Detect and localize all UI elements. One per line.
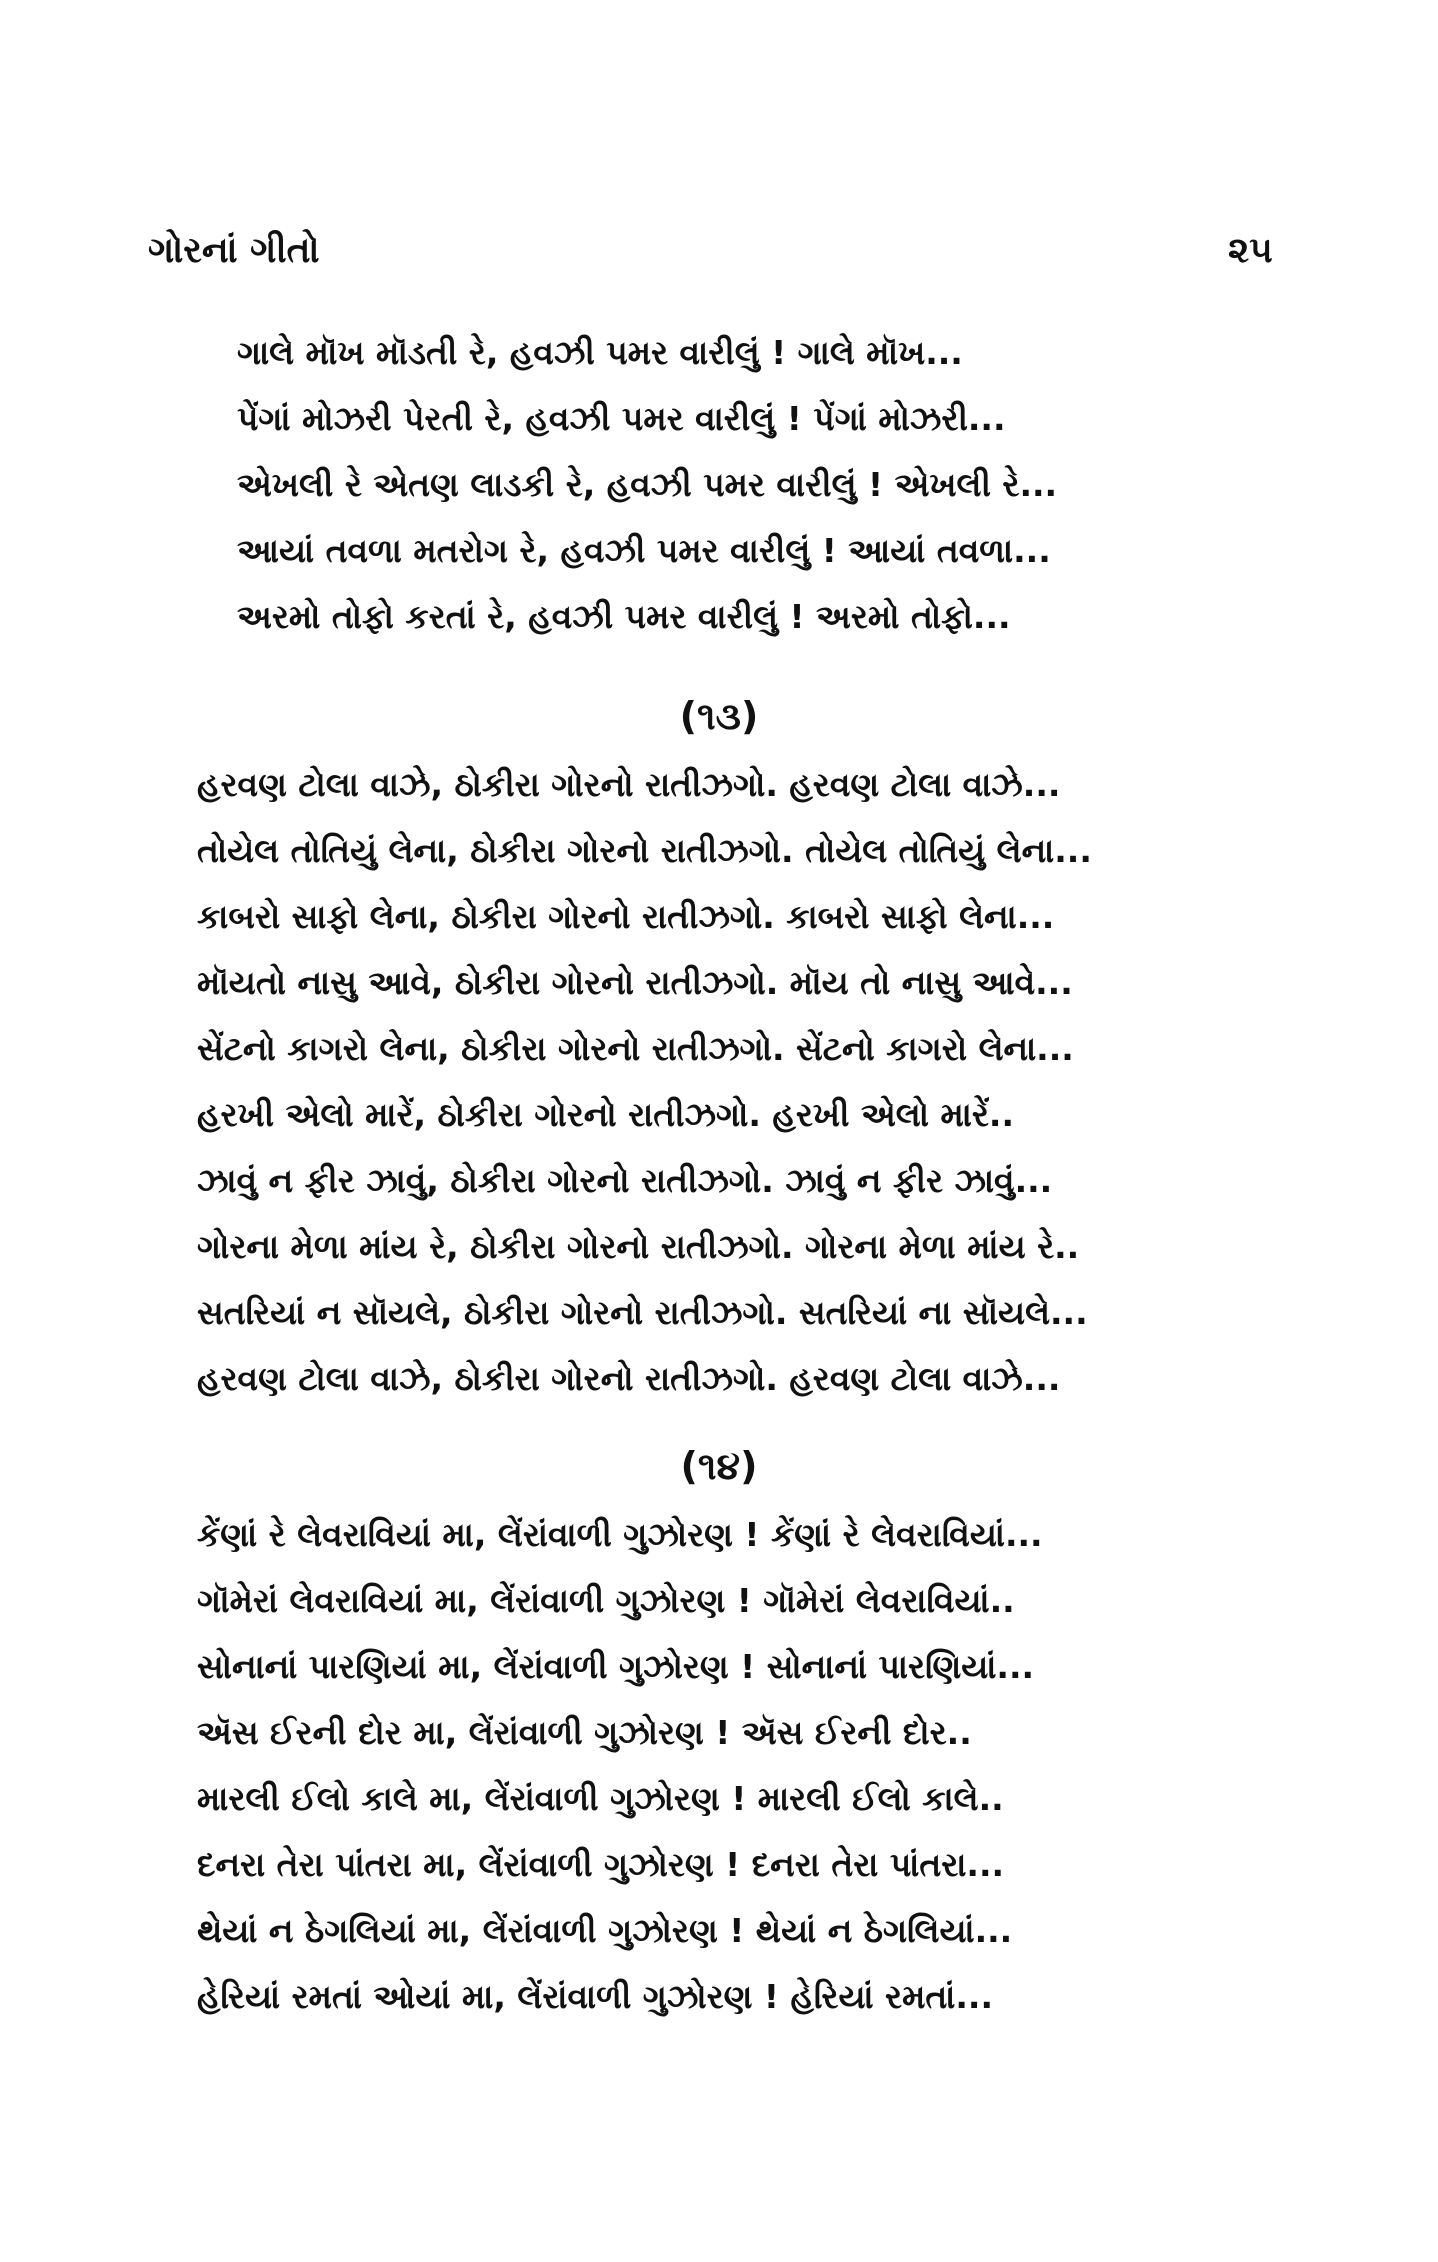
section-13-verses	[197, 752, 1257, 1412]
verse-line: ગાલે મૉખ મૉડતી રે, હવઝી પમર વારીલું ! ગાલે મૉખ...	[237, 333, 963, 372]
verse-line: સોનાનાં પારણિયાં મા, લેંરાંવાળી ગુઝોરણ ! સોનાનાં પારણિયાં...	[197, 1647, 1035, 1686]
running-title: ગોરનાં ગીતો	[148, 230, 320, 271]
verse-line: હરખી એલો મારેં, ઠોકીરા ગોરનો રાતીઝગો. હરખી એલો મારેં..	[197, 1095, 1015, 1134]
verse-line: હેરિયાં રમતાં ઓયાં મા, લેંરાંવાળી ગુઝોરણ ! હેરિયાં રમતાં...	[197, 1977, 993, 2016]
verse-line: ગૉમેરાં લેવરાવિયાં મા, લેંરાંવાળી ગુઝોરણ ! ગૉમેરાં લેવરાવિયાં..	[197, 1581, 1015, 1620]
verse-line: કેંણાં રે લેવરાવિયાં મા, લેંરાંવાળી ગુઝોરણ ! કેંણાં રે લેવરાવિયાં...	[197, 1515, 1043, 1554]
verse-line: એખલી રે એતણ લાડકી રે, હવઝી પમર વારીલું ! એખલી રે...	[237, 465, 1058, 504]
verse-line: મૉયતો નાસુ આવે, ઠોકીરા ગોરનો રાતીઝગો. મૉય તો નાસુ આવે...	[197, 963, 1073, 1002]
verse-line: તોયેલ તોતિયું લેના, ઠોકીરા ગોરનો રાતીઝગો. તોયેલ તોતિયું લેના...	[197, 831, 1092, 870]
verse-line: અરમો તોફો કરતાં રે, હવઝી પમર વારીલું ! અરમો તોફો...	[237, 597, 1011, 636]
verse-line: કાબરો સાફો લેના, ઠોકીરા ગોરનો રાતીઝગો. કાબરો સાફો લેના...	[197, 897, 1055, 936]
verse-line: ઍસ ઈરની દોર મા, લેંરાંવાળી ગુઝોરણ ! ઍસ ઈરની દોર..	[197, 1713, 972, 1752]
verse-line: ગોરના મેળા માંય રે, ઠોકીરા ગોરનો રાતીઝગો. ગોરના મેળા માંય રે..	[197, 1227, 1080, 1266]
verse-line: મારલી ઈલો કાલે મા, લેંરાંવાળી ગુઝોરણ ! મારલી ઈલો કાલે..	[197, 1779, 1004, 1818]
page-number: ૨૫	[1228, 230, 1273, 271]
verse-line: સેંટનો કાગરો લેના, ઠોકીરા ગોરનો રાતીઝગો. સેંટનો કાગરો લેના...	[197, 1029, 1074, 1068]
verse-line: હરવણ ટોલા વાઝે, ઠોકીરા ગોરનો રાતીઝગો. હરવણ ટોલા વાઝે...	[197, 765, 1061, 804]
verse-line: હરવણ ટોલા વાઝે, ઠોકીરા ગોરનો રાતીઝગો. હરવણ ટોલા વાઝે...	[197, 1359, 1061, 1398]
verse-line: દનરા તેરા પાંતરા મા, લેંરાંવાળી ગુઝોરણ ! દનરા તેરા પાંતરા...	[197, 1845, 1005, 1884]
section-heading-13: (૧૩)	[679, 694, 759, 738]
verse-line: પેંગાં મોઝરી પેરતી રે, હવઝી પમર વારીલું ! પેંગાં મોઝરી...	[237, 399, 1006, 438]
verse-line: ઝાવું ન ફીર ઝાવું, ઠોકીરા ગોરનો રાતીઝગો. ઝાવું ન ફીર ઝાવું...	[197, 1161, 1053, 1200]
verse-line: સતરિયાં ન સૉયલે, ઠોકીરા ગોરનો રાતીઝગો. સતરિયાં ના સૉયલે...	[197, 1293, 1088, 1332]
verse-line: આયાં તવળા મતરોગ રે, હવઝી પમર વારીલું ! આયાં તવળા...	[237, 531, 1051, 570]
section-heading-14: (૧૪)	[680, 1444, 758, 1488]
section-14-verses	[197, 1502, 1257, 2030]
verse-line: થેયાં ન ઠેગલિયાં મા, લેંરાંવાળી ગુઝોરણ ! થેયાં ન ઠેગલિયાં...	[197, 1911, 1013, 1950]
intro-verses	[197, 320, 1257, 650]
